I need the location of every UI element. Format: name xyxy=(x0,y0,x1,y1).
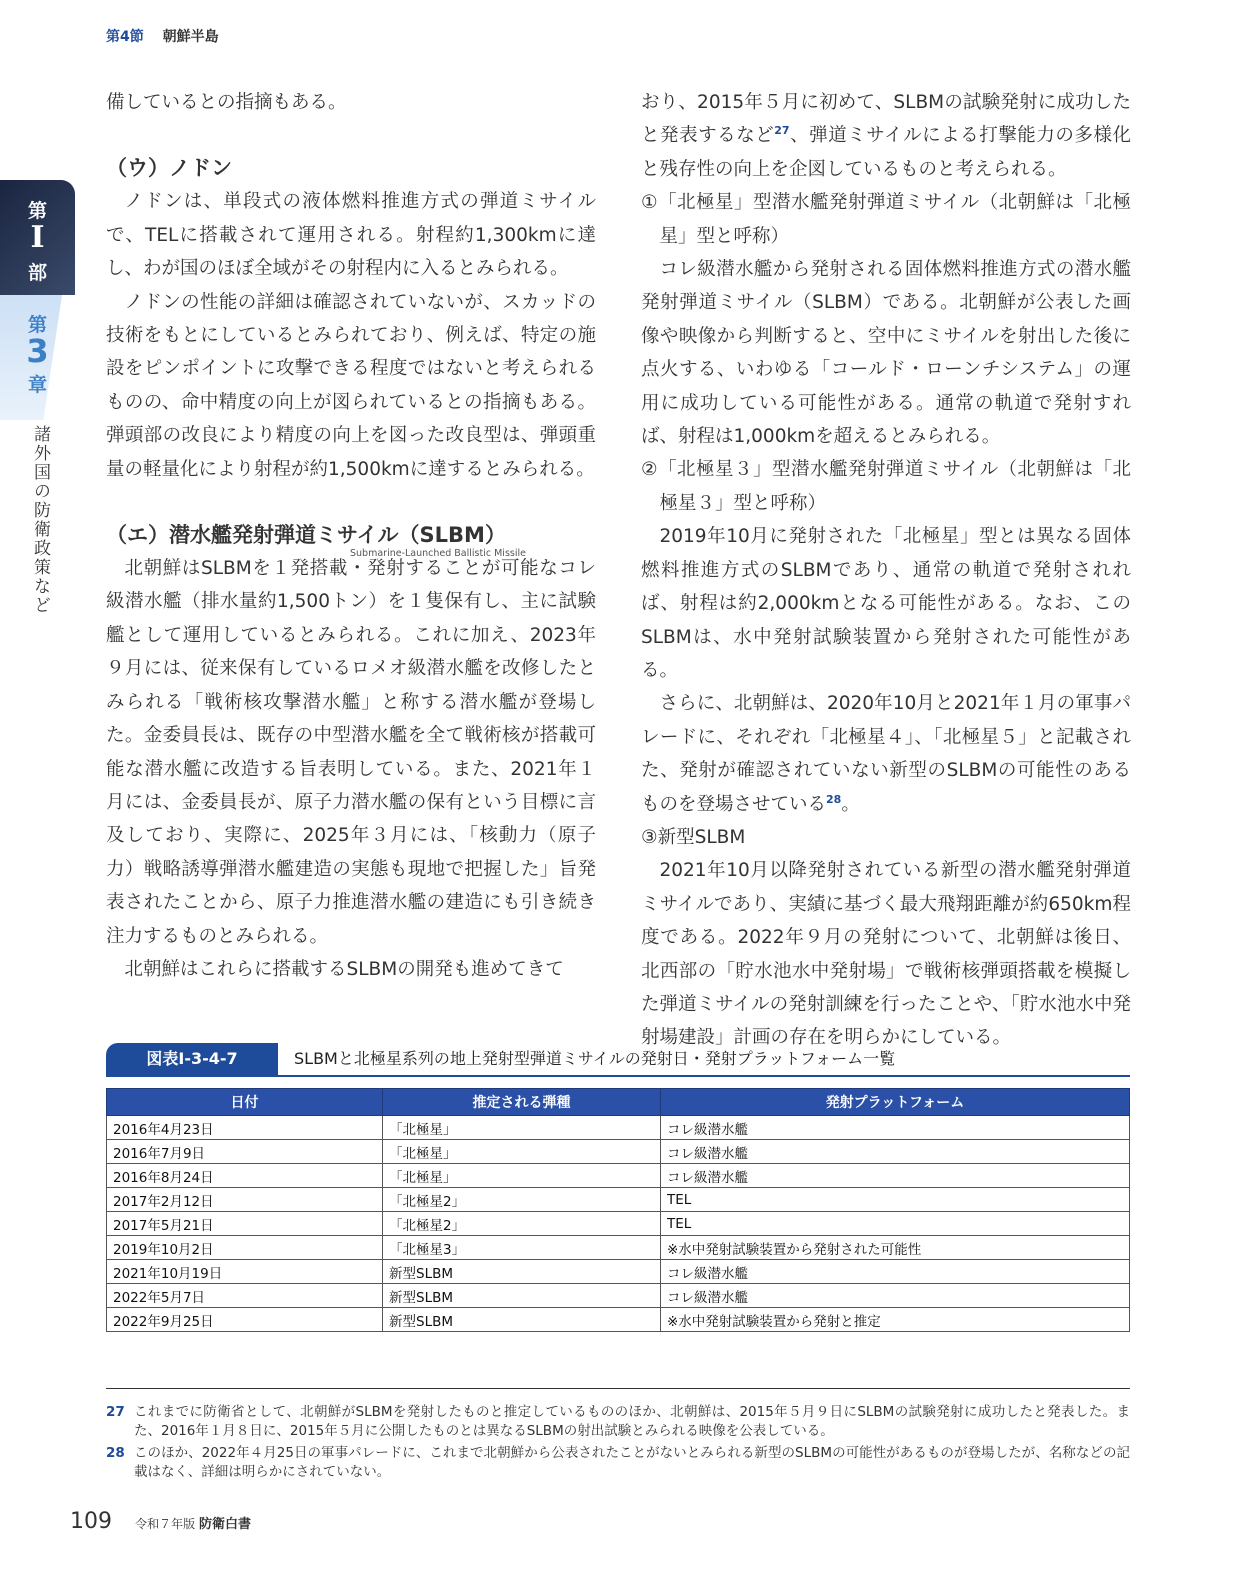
list-item-heading: ③新型SLBM xyxy=(641,826,746,848)
table-cell: 2016年4月23日 xyxy=(107,1116,383,1140)
page-footer xyxy=(70,1509,251,1534)
table-cell: TEL xyxy=(661,1188,1130,1212)
column-header-missile: 推定される弾種 xyxy=(383,1089,661,1116)
paragraph: コレ級潜水艦から発射される固体燃料推進方式の潜水艦発射弾道ミサイル（SLBM）である。北朝鮮が公表した画像や映像から判断すると、空中にミサイルを射出した後に点火する、いわゆる「コールド・ローンチシステム」の運用に成功している可能性がある。通常の軌道で発射すれば、射程は1,000kmを超えるとみられる。 xyxy=(641,259,1131,448)
paragraph: 北朝鮮はこれらに搭載するSLBMの開発も進めてきて xyxy=(124,958,564,980)
table-cell: 「北極星」 xyxy=(383,1116,661,1140)
paragraph: 2019年10月に発射された「北極星」型とは異なる固体燃料推進方式のSLBMであり、通常の軌道で発射されれば、射程は約2,000kmとなる可能性がある。なお、このSLBMは、水中発射試験装置から発射された可能性がある。 xyxy=(641,526,1131,681)
table-cell: 「北極星2」 xyxy=(383,1212,661,1236)
table-cell: コレ級潜水艦 xyxy=(661,1116,1130,1140)
page-header xyxy=(106,26,219,46)
table-cell: 2022年9月25日 xyxy=(107,1308,383,1332)
table-cell: 新型SLBM xyxy=(383,1284,661,1308)
table-cell: コレ級潜水艦 xyxy=(661,1260,1130,1284)
paragraph: 2021年10月以降発射されている新型の潜水艦発射弾道ミサイルであり、実績に基づく最大飛翔距離が約650km程度である。2022年９月の発射について、北朝鮮は後日、北西部の「貯水池水中発射場」で戦術核弾頭搭載を模擬した弾道ミサイルの発射訓練を行ったことや、「貯水池水中発射場建設」計画の存在を明らかにしている。 xyxy=(641,860,1131,1049)
chapter-side-tab xyxy=(0,180,75,420)
column-header-platform: 発射プラットフォーム xyxy=(661,1089,1130,1116)
paragraph-text: 。 xyxy=(841,793,860,815)
column-header-date: 日付 xyxy=(107,1089,383,1116)
paragraph xyxy=(641,687,1131,821)
table-cell: TEL xyxy=(661,1212,1130,1236)
book-title: 防衛白書 xyxy=(198,1517,251,1532)
footnote-27 xyxy=(106,1403,1130,1441)
table-cell: コレ級潜水艦 xyxy=(661,1164,1130,1188)
list-item-heading: ②「北極星３」型潜水艦発射弾道ミサイル（北朝鮮は「北極星３」型と呼称） xyxy=(641,459,1131,514)
figure-label: 図表Ⅰ-3-4-7 xyxy=(106,1043,278,1075)
table-row xyxy=(107,1188,1130,1212)
paragraph: 備しているとの指摘もある。 xyxy=(106,92,347,113)
table-row xyxy=(107,1308,1130,1332)
publication-name xyxy=(135,1517,251,1531)
footnote-ref-28[interactable]: 28 xyxy=(826,792,842,806)
table-row xyxy=(107,1260,1130,1284)
table-cell: 2022年5月7日 xyxy=(107,1284,383,1308)
part-label-2: I xyxy=(30,220,45,255)
table-cell: 「北極星3」 xyxy=(383,1236,661,1260)
right-column xyxy=(641,86,1131,1055)
table-row xyxy=(107,1116,1130,1140)
table-cell: 「北極星2」 xyxy=(383,1188,661,1212)
footnote-text: このほか、2022年４月25日の軍事パレードに、これまで北朝鮮から公表されたことがないとみられる新型のSLBMの可能性があるものが登場したが、名称などの記載はなく、詳細は明らかにされていない。 xyxy=(134,1445,1130,1480)
edition: 令和７年版 xyxy=(135,1517,196,1531)
chapter-title-vertical: 諸外国の防衛政策など xyxy=(30,425,50,615)
paragraph-text: 、弾道ミサイルによる打撃能力の多様化と残存性の向上を企図しているものと考えられる。 xyxy=(641,125,1131,180)
paragraph: 北朝鮮はSLBMを１発搭載・発射することが可能なコレ級潜水艦（排水量約1,500トン）を１隻保有し、主に試験艦として運用しているとみられる。これに加え、2023年９月には、従来保有しているロメオ級潜水艦を改修したとみられる「戦術核攻撃潜水艦」と称する潜水艦が登場した。金委員長は、既存の中型潜水艦を全て戦術核が搭載可能な潜水艦に改造する旨表明している。また、2021年１月には、金委員長が、原子力潜水艦の保有という目標に言及しており、実際に、2025年３月には、「核動力（原子力）戦略誘導弾潜水艦建造の実態も現地で把握した」旨発表されたことから、原子力推進潜水艦の建造にも引き続き注力するものとみられる。 xyxy=(106,558,596,947)
footnote-number: 27 xyxy=(106,1404,125,1420)
table-cell: コレ級潜水艦 xyxy=(661,1284,1130,1308)
chapter-label-2: 3 xyxy=(26,332,49,370)
page-number: 109 xyxy=(70,1509,112,1534)
table-row xyxy=(107,1236,1130,1260)
figure-caption: SLBMと北極星系列の地上発射型弾道ミサイルの発射日・発射プラットフォーム一覧 xyxy=(294,1049,896,1068)
footnote-divider xyxy=(106,1388,1130,1389)
slbm-ruby-note: Submarine-Launched Ballistic Missile xyxy=(350,548,526,560)
table-cell: 新型SLBM xyxy=(383,1260,661,1284)
table-row xyxy=(107,1284,1130,1308)
table-header-row xyxy=(107,1089,1130,1116)
table-cell: 2016年8月24日 xyxy=(107,1164,383,1188)
table-cell: 「北極星」 xyxy=(383,1164,661,1188)
launch-table xyxy=(106,1088,1130,1332)
footnote-text: これまでに防衛省として、北朝鮮がSLBMを発射したものと推定しているもののほか、北朝鮮は、2015年５月９日にSLBMの試験発射に成功したと発表した。また、2016年１月８日に、2015年５月に公開したものとは異なるSLBMの射出試験とみられる映像を公表している。 xyxy=(134,1404,1130,1439)
table-cell: 新型SLBM xyxy=(383,1308,661,1332)
table-cell: ※水中発射試験装置から発射された可能性 xyxy=(661,1236,1130,1260)
table-cell: 2021年10月19日 xyxy=(107,1260,383,1284)
table-cell: 2017年2月12日 xyxy=(107,1188,383,1212)
table-cell: 「北極星」 xyxy=(383,1140,661,1164)
section-title: 朝鮮半島 xyxy=(162,29,219,45)
chapter-label-1: 第 xyxy=(27,314,47,336)
section-number: 第4節 xyxy=(106,29,144,45)
table-row xyxy=(107,1140,1130,1164)
table-cell: 2017年5月21日 xyxy=(107,1212,383,1236)
part-label-1: 第 xyxy=(27,200,47,222)
chapter-label-3: 章 xyxy=(27,374,47,396)
table-cell: 2016年7月9日 xyxy=(107,1140,383,1164)
heading-nodong: （ウ）ノドン xyxy=(106,156,232,181)
list-item-heading: ①「北極星」型潜水艦発射弾道ミサイル（北朝鮮は「北極星」型と呼称） xyxy=(641,192,1131,247)
paragraph: ノドンは、単段式の液体燃料推進方式の弾道ミサイルで、TELに搭載されて運用される。射程約1,300kmに達し、わが国のほぼ全域がその射程内に入るとみられる。 xyxy=(106,191,596,280)
table-cell: コレ級潜水艦 xyxy=(661,1140,1130,1164)
paragraph: ノドンの性能の詳細は確認されていないが、スカッドの技術をもとにしているとみられており、例えば、特定の施設をピンポイントに攻撃できる程度ではないと考えられるものの、命中精度の向上が図られているとの指摘もある。弾頭部の改良により精度の向上を図った改良型は、弾頭重量の軽量化により射程が約1,500kmに達するとみられる。 xyxy=(106,291,596,480)
heading-slbm: （エ）潜水艦発射弾道ミサイル（SLBM） xyxy=(106,523,506,548)
footnote-number: 28 xyxy=(106,1445,125,1461)
paragraph-text: おり、2015年５月に初めて、SLBMの試験発射に成功したと発表するなど xyxy=(641,92,1131,147)
left-column xyxy=(106,86,596,986)
figure-title-bar xyxy=(106,1043,1130,1077)
table-row xyxy=(107,1164,1130,1188)
table-row xyxy=(107,1212,1130,1236)
table-cell: ※水中発射試験装置から発射と推定 xyxy=(661,1308,1130,1332)
table-cell: 2019年10月2日 xyxy=(107,1236,383,1260)
footnote-ref-27[interactable]: 27 xyxy=(774,124,790,138)
paragraph xyxy=(641,86,1131,186)
part-label-3: 部 xyxy=(27,262,47,284)
footnote-28 xyxy=(106,1444,1130,1482)
paragraph-text: さらに、北朝鮮は、2020年10月と2021年１月の軍事パレードに、それぞれ「北極星４」、「北極星５」と記載された、発射が確認されていない新型のSLBMの可能性のあるものを登場させている xyxy=(641,693,1131,815)
